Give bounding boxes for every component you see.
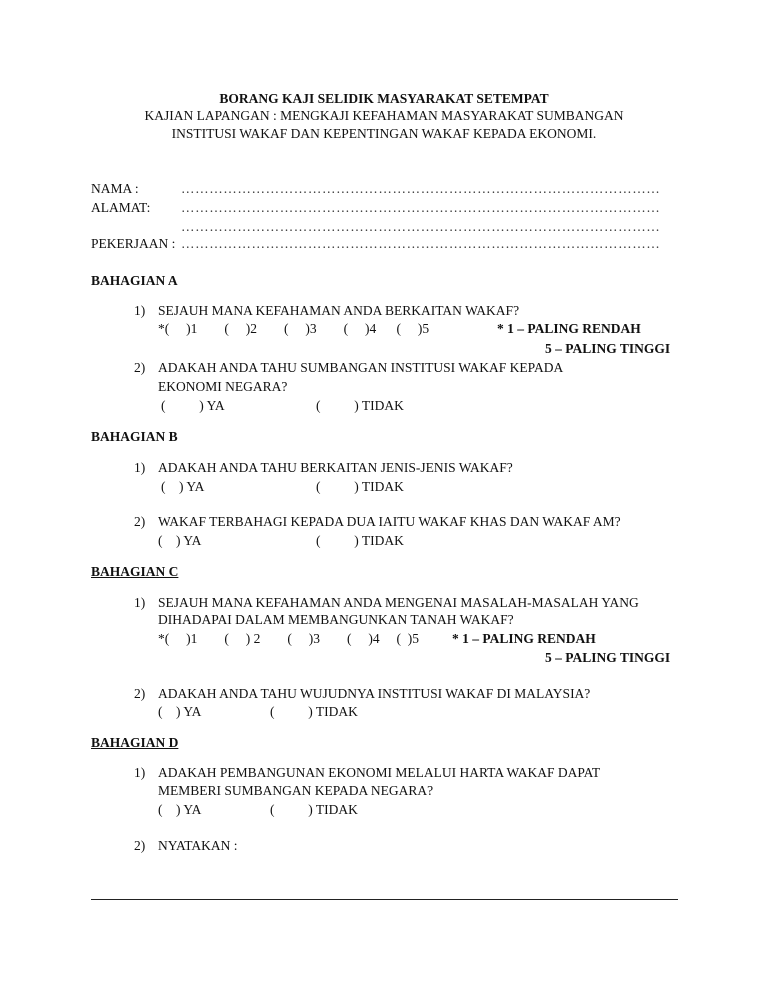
form-subtitle-line1: KAJIAN LAPANGAN : MENGKAJI KEFAHAMAN MASYARAKAT SUMBANGAN — [144, 108, 624, 123]
question-text: ADAKAH PEMBANGUNAN EKONOMI MELALUI HARTA WAKAF DAPAT — [158, 765, 601, 780]
section-b-heading: BAHAGIAN B — [91, 429, 178, 444]
alamat-label: ALAMAT: — [91, 200, 151, 215]
nama-label: NAMA : — [91, 181, 139, 196]
section-c-heading: BAHAGIAN C — [91, 564, 179, 579]
pekerjaan-field[interactable]: ………………………………………………………………………………………… — [181, 236, 661, 251]
answer-line[interactable] — [91, 899, 678, 900]
pekerjaan-label: PEKERJAAN : — [91, 236, 176, 251]
question-number: 2) — [134, 686, 146, 701]
scale-note-low: * 1 – PALING RENDAH — [497, 321, 641, 336]
question-text: SEJAUH MANA KEFAHAMAN ANDA MENGENAI MASALAH-MASALAH YANG — [158, 595, 639, 610]
question-number: 2) — [134, 838, 146, 853]
alamat-field-line2[interactable]: ………………………………………………………………………………………… — [181, 219, 661, 234]
question-number: 1) — [134, 595, 146, 610]
scale-note-low: * 1 – PALING RENDAH — [452, 631, 596, 646]
question-number: 2) — [134, 360, 146, 375]
rating-scale[interactable]: *( )1 ( ) 2 ( )3 ( )4 ( )5 — [158, 631, 419, 646]
yes-option[interactable]: ( ) YA — [158, 704, 202, 719]
no-option[interactable]: ( ) TIDAK — [316, 479, 404, 494]
section-d-heading: BAHAGIAN D — [91, 735, 179, 750]
yes-option[interactable]: ( ) YA — [161, 398, 225, 413]
question-number: 1) — [134, 460, 146, 475]
form-title: BORANG KAJI SELIDIK MASYARAKAT SETEMPAT — [219, 91, 549, 106]
scale-note-high: 5 – PALING TINGGI — [545, 650, 671, 665]
yes-option[interactable]: ( ) YA — [158, 533, 202, 548]
yes-option[interactable]: ( ) YA — [158, 802, 202, 817]
question-number: 1) — [134, 303, 146, 318]
question-text: WAKAF TERBAHAGI KEPADA DUA IAITU WAKAF KHAS DAN WAKAF AM? — [158, 514, 621, 529]
rating-scale[interactable]: *( )1 ( )2 ( )3 ( )4 ( )5 — [158, 321, 430, 336]
question-text: SEJAUH MANA KEFAHAMAN ANDA BERKAITAN WAKAF? — [158, 303, 520, 318]
no-option[interactable]: ( ) TIDAK — [316, 398, 404, 413]
question-text: ADAKAH ANDA TAHU SUMBANGAN INSTITUSI WAKAF KEPADA — [158, 360, 564, 375]
question-number: 2) — [134, 514, 146, 529]
question-number: 1) — [134, 765, 146, 780]
no-option[interactable]: ( ) TIDAK — [316, 533, 404, 548]
form-subtitle-line2: INSTITUSI WAKAF DAN KEPENTINGAN WAKAF KEPADA EKONOMI. — [171, 126, 597, 141]
no-option[interactable]: ( ) TIDAK — [270, 802, 358, 817]
question-text: NYATAKAN : — [158, 838, 238, 853]
nama-field[interactable]: ………………………………………………………………………………………… — [181, 181, 661, 196]
question-text: EKONOMI NEGARA? — [158, 379, 288, 394]
scale-note-high: 5 – PALING TINGGI — [545, 341, 671, 356]
alamat-field-line1[interactable]: ………………………………………………………………………………………… — [181, 200, 661, 215]
question-text: DIHADAPAI DALAM MEMBANGUNKAN TANAH WAKAF? — [158, 612, 514, 627]
question-text: MEMBERI SUMBANGAN KEPADA NEGARA? — [158, 783, 434, 798]
question-text: ADAKAH ANDA TAHU WUJUDNYA INSTITUSI WAKAF DI MALAYSIA? — [158, 686, 591, 701]
question-text: ADAKAH ANDA TAHU BERKAITAN JENIS-JENIS WAKAF? — [158, 460, 513, 475]
section-a-heading: BAHAGIAN A — [91, 273, 178, 288]
yes-option[interactable]: ( ) YA — [161, 479, 205, 494]
no-option[interactable]: ( ) TIDAK — [270, 704, 358, 719]
